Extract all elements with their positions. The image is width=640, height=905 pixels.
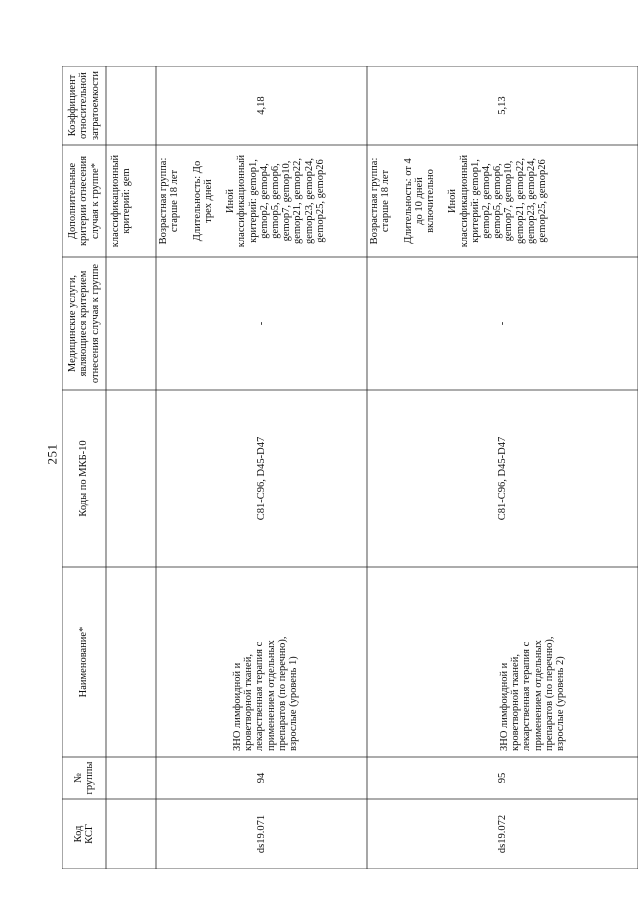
continuation-criteria: классификационный критерий: gem	[110, 154, 133, 248]
header-services: Медицинские услуги, являющиеся критерием отнесения случая к группе	[67, 263, 101, 384]
row1-code: ds19.071	[255, 814, 267, 854]
table-rotation-wrapper	[62, 66, 638, 869]
page-number: 251	[44, 443, 60, 465]
row1-services: -	[255, 321, 267, 326]
header-coef: Коэффициент относительной затратоемкости	[67, 71, 101, 140]
row1-coef: 4,18	[255, 96, 267, 115]
row2-services: -	[496, 321, 508, 326]
ksg-table	[62, 66, 638, 869]
row1-mkb: C81-C96, D45-D47	[255, 436, 267, 521]
row2-criteria: Возрастная группа: старше 18 лет Длительность: от 4 до 10 дней включительно Иной классификационный критерий: gemop1, gemop2, gemop4, gemop5, gemop6, gemop7, gemop10, gemop21, gemop22, gemop23, gemop24, gemop25, gemop26	[369, 154, 549, 248]
row1-name: ЗНО лимфоидной и кроветворной тканей, лекарственная терапия с применением отдельных препаратов (по перечню), взрослые (уровень 1)	[231, 636, 299, 751]
header-mkb: Коды по МКБ-10	[78, 440, 90, 517]
row2-name: ЗНО лимфоидной и кроветворной тканей, лекарственная терапия с применением отдельных препаратов (по перечню), взрослые (уровень 2)	[498, 636, 566, 751]
row2-group: 95	[496, 772, 508, 784]
row2-mkb: C81-C96, D45-D47	[496, 436, 508, 521]
rotated-table	[62, 66, 638, 869]
row1-criteria: Возрастная группа: старше 18 лет Длительность: До трех дней Иной классификационный критерий: gemop1, gemop2, gemop4, gemop5, gemop6, gemop7, gemop10, gemop21, gemop22, gemop23, gemop24, gemop25, gemop26	[158, 154, 326, 248]
header-name: Наименование*	[78, 626, 90, 698]
header-code: Код КСГ	[72, 824, 95, 844]
header-group: № группы	[72, 761, 95, 795]
row2-code: ds19.072	[496, 814, 508, 854]
header-criteria: Дополнительные критерии отнесения случая к группе*	[67, 155, 101, 247]
row1-group: 94	[255, 772, 267, 784]
row2-coef: 5,13	[496, 96, 508, 115]
